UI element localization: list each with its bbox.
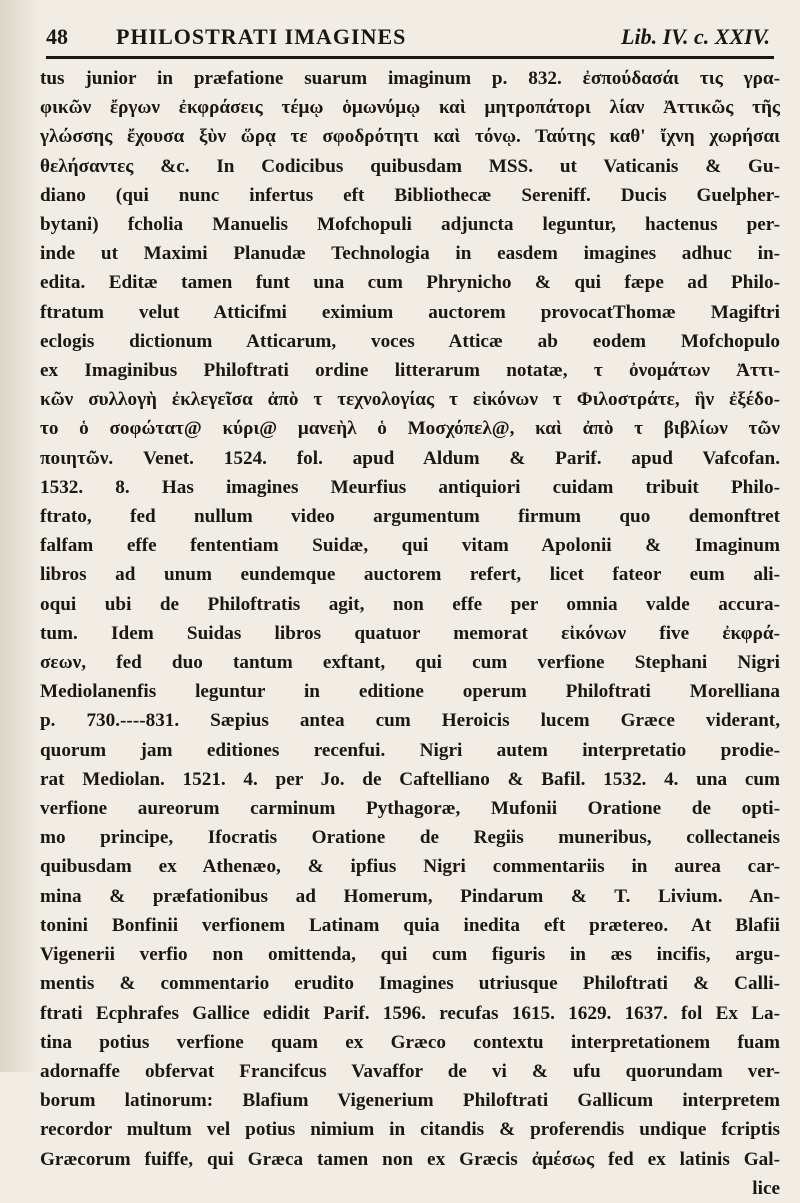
- text-line: tonini Bonfinii verfionem Latinam quia inedita eft prætereo. At Blafii: [40, 914, 780, 936]
- running-title: PHILOSTRATI IMAGINES: [116, 24, 407, 49]
- text-line: ftrati Ecphrafes Gallice edidit Parif. 1596. recufas 1615. 1629. 1637. fol Ex La-: [40, 1002, 780, 1024]
- text-line: Mediolanenfis leguntur in editione operum Philoftrati Morelliana: [40, 681, 780, 703]
- text-line: verfione aureorum carminum Pythagoræ, Mufonii Oratione de opti-: [40, 798, 780, 820]
- text-line: p. 730.----831. Sæpius antea cum Heroicis lucem Græce viderant,: [40, 710, 780, 732]
- running-header: [46, 18, 770, 54]
- text-line: 1532. 8. Has imagines Meurfius antiquiori cuidam tribuit Philo-: [40, 476, 780, 498]
- text-line: edita. Editæ tamen funt una cum Phrynicho & qui fæpe ad Philo-: [40, 272, 780, 294]
- text-line: ftrato, fed nullum video argumentum firmum quo demonftret: [40, 506, 780, 528]
- text-line: adornaffe obfervat Francifcus Vavaffor de vi & ufu quorundam ver-: [40, 1060, 780, 1082]
- text-line: Græcorum fuiffe, qui Græca tamen non ex Græcis ἀμέσως fed ex latinis Gal-: [40, 1148, 780, 1170]
- text-line: recordor multum vel potius nimium in citandis & proferendis undique fcriptis: [40, 1119, 780, 1141]
- text-line: mo principe, Ifocratis Oratione de Regiis muneribus, collectaneis: [40, 827, 780, 849]
- text-line: tina potius verfione quam ex Græco contextu interpretationem fuam: [40, 1031, 780, 1053]
- text-line: ftratum velut Atticifmi eximium auctorem provocatThomæ Magiftri: [40, 301, 780, 323]
- text-line: oqui ubi de Philoftratis agit, non effe per omnia valde accura-: [40, 593, 780, 615]
- text-line: quorum jam editiones recenfui. Nigri autem interpretatio prodie-: [40, 739, 780, 761]
- text-line: το ὁ σοφώτατ@ κύρι@ μανεὴλ ὁ Μοσχόπελ@, καὶ ἀπὸ τ βιβλίων τῶν: [40, 418, 780, 440]
- text-line: borum latinorum: Blafium Vigenerium Philoftrati Gallicum interpretem: [40, 1090, 780, 1112]
- book-chapter-reference: Lib. IV. c. XXIV.: [621, 24, 770, 49]
- text-line: rat Mediolan. 1521. 4. per Jo. de Caftelliano & Bafil. 1532. 4. una cum: [40, 768, 780, 790]
- text-line: eclogis dictionum Atticarum, voces Atticæ ab eodem Mofchopulo: [40, 330, 780, 352]
- text-line: Vigenerii verfio non omittenda, qui cum figuris in æs incifis, argu-: [40, 944, 780, 966]
- text-line: libros ad unum eundemque auctorem refert, licet fateor eum ali-: [40, 564, 780, 586]
- text-line: tum. Idem Suidas libros quatuor memorat εἰκόνων five ἐκφρά-: [40, 622, 780, 644]
- text-line: inde ut Maximi Planudæ Technologia in easdem imagines adhuc in-: [40, 243, 780, 265]
- header-rule: [46, 56, 774, 59]
- text-line: mentis & commentario erudito Imagines utriusque Philoftrati & Calli-: [40, 973, 780, 995]
- text-line: mina & præfationibus ad Homerum, Pindarum & T. Livium. An-: [40, 885, 780, 907]
- text-line: bytani) fcholia Manuelis Mofchopuli adjuncta leguntur, hactenus per-: [40, 214, 780, 236]
- text-line: φικῶν ἔργων ἐκφράσεις τέμῳ ὁμωνύμῳ καὶ μητροπάτορι λίαν Ἀττικῶς τῆς: [40, 97, 780, 119]
- page-gutter-shadow: [0, 0, 40, 1072]
- text-line: ex Imaginibus Philoftrati ordine litterarum notatæ, τ ὀνομάτων Ἀττι-: [40, 360, 780, 382]
- text-line: γλώσσης ἔχουσα ξὺν ὥρᾳ τε σφοδρότητι καὶ τόνῳ. Ταύτης καθ' ἴχνη χωρήσαι: [40, 126, 780, 148]
- text-line: θελήσαντες &c. In Codicibus quibusdam MSS. ut Vaticanis & Gu-: [40, 155, 780, 177]
- body-text: [40, 64, 780, 1203]
- catchword: lice: [752, 1177, 780, 1199]
- text-line: tus junior in præfatione suarum imaginum p. 832. ἐσπούδασάι τις γρα-: [40, 68, 780, 89]
- text-line: quibusdam ex Athenæo, & ipfius Nigri commentariis in aurea car-: [40, 856, 780, 878]
- text-line: ποιητῶν. Venet. 1524. fol. apud Aldum & Parif. apud Vafcofan.: [40, 447, 780, 469]
- text-line: diano (qui nunc infertus eft Bibliothecæ Sereniff. Ducis Guelpher-: [40, 184, 780, 206]
- text-line: σεων, fed duo tantum exftant, qui cum verfione Stephani Nigri: [40, 652, 780, 674]
- page-number: 48: [46, 24, 68, 49]
- text-line: κῶν συλλογὴ ἐκλεγεῖσα ἀπὸ τ τεχνολογίας τ εἰκόνων τ Φιλοστράτε, ἣν ἐξέδο-: [40, 389, 780, 411]
- text-line: falfam effe fententiam Suidæ, qui vitam Apolonii & Imaginum: [40, 535, 780, 557]
